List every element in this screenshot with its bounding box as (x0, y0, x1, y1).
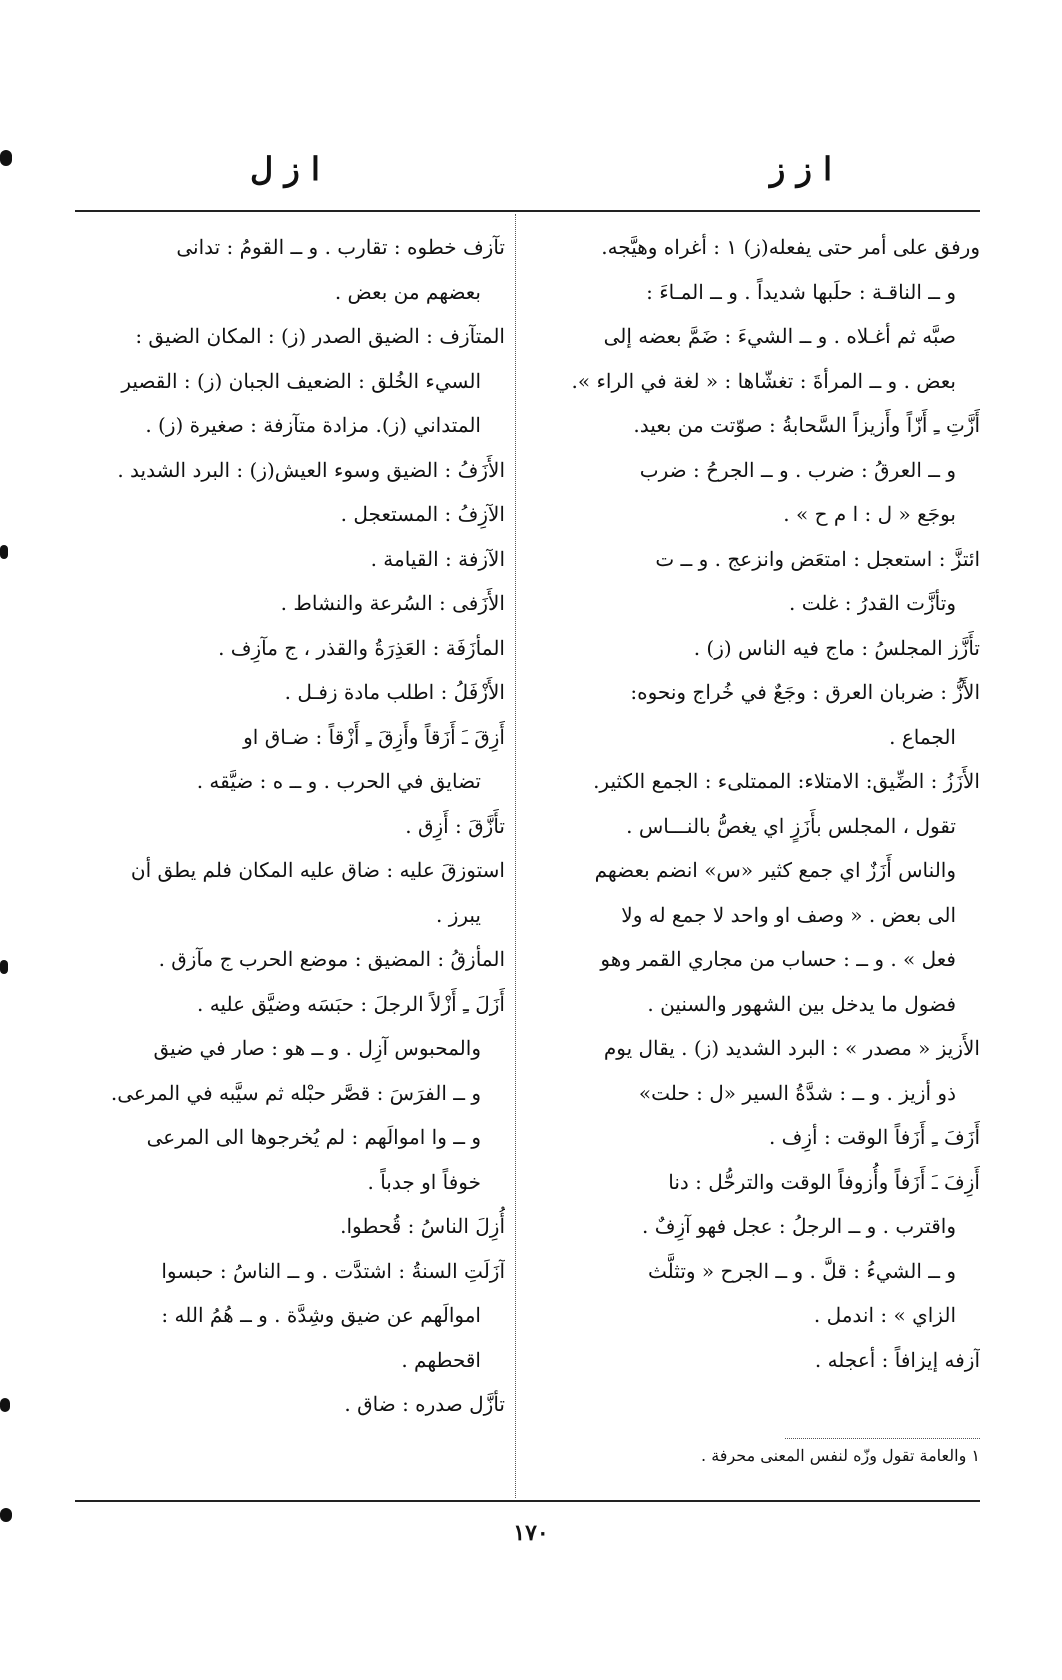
footnote: ١ والعامة تقول وزّه لنفس المعنى محرفة . (701, 1446, 980, 1465)
scan-edge-mark (0, 545, 8, 559)
entry-continuation-line: المتداني (ز). مزادة متآزفة : صغيرة (ز) . (145, 413, 481, 437)
entry-headword-line: أُزِلَ الناسُ : قُحطوا. (340, 1214, 505, 1238)
entry-headword-line: أَزَفَ ـِ أَزَفاً الوقت : أزِف . (768, 1125, 980, 1149)
entry-continuation-line: اموالَهم عن ضيق وشِدَّة . و ــ هُمُ الله : (161, 1303, 481, 1327)
entry-headword-line: تأزَّل صدره : ضاق . (344, 1392, 505, 1416)
footnote-rule (785, 1438, 980, 1439)
header-root-left: ا ز ل (250, 150, 320, 188)
entry-continuation-line: واقترب . و ــ الرجلُ : عجل فهو آزِفٌ . (642, 1214, 956, 1238)
entry-continuation-line: والناس أَزَزٌ اي جمع كثير «س» انضم بعضهم (594, 858, 956, 882)
right-column (530, 225, 980, 1382)
entry-continuation-line: و ــ العرقُ : ضرب . و ــ الجرحُ : ضرب (639, 457, 956, 482)
entry-continuation-line: بعض . و ــ المرأةَ : تغشّاها : « لغة في الراء ». (571, 368, 956, 393)
scan-edge-mark (0, 960, 8, 974)
entry-continuation-line: فضول ما يدخل بين الشهور والسنين . (647, 991, 956, 1016)
entry-continuation-line: تقول ، المجلس بأَزَزٍ اي يغصُّ بالنـــاس . (626, 813, 956, 838)
entry-headword-line: أَزِفَ ـَ أَزَفاً وأُزوفاً الوقت والترحُّل : دنا (668, 1169, 980, 1194)
entry-headword-line: آزَلَتِ السنةُ : اشتدَّت . و ــ الناسُ : حبسوا (161, 1258, 505, 1283)
entry-continuation-line: والمحبوس آزِل . و ــ هو : صار في ضيق (153, 1036, 481, 1060)
entry-continuation-line: يبرز . (435, 902, 481, 927)
page-number: ١٧٠ (513, 1520, 549, 1546)
header-rule (75, 210, 980, 212)
entry-continuation-line: و ــ وا اموالَهم : لم يُخرجوها الى المرعى (146, 1125, 481, 1149)
entry-headword-line: الأَزْفَلُ : اطلب مادة زفـل . (284, 680, 505, 704)
entry-continuation-line: ذو أزيز . و ــ : شدَّةُ السير «ل : حلت» (638, 1080, 956, 1105)
scan-edge-mark (0, 1508, 12, 1522)
entry-headword-line: الأَزُّ : ضربان العرق : وجَعٌ في خُراج ونحوه: (630, 680, 980, 704)
entry-headword-line: ائتزَّ : استعجل : امتعَض وانزعج . و ــ ت (655, 546, 980, 571)
entry-continuation-line: تضايق في الحرب . و ــ ه : ضيَّقه . (196, 769, 481, 793)
footer-rule (75, 1500, 980, 1502)
header-root-right: ا ز ز (769, 150, 832, 188)
entry-headword-line: تأَزَّز المجلسُ : ماج فيه الناس (ز) . (693, 635, 980, 660)
entry-headword-line: الآزِفُ : المستعجل . (340, 502, 505, 526)
scan-edge-mark (0, 1398, 10, 1412)
entry-headword-line: ورفق على أمر حتى يفعله(ز) ١ : أغراه وهيَّجه. (601, 235, 980, 259)
entry-headword-line: تأَزَّقَ : أَزِق . (405, 813, 505, 838)
entry-continuation-line: فعل » . و ــ : حساب من مجاري القمر وهو (600, 947, 956, 971)
entry-continuation-line: و ــ الفرَسَ : قصَّر حبْله ثم سيَّبه في المرعى. (110, 1080, 481, 1105)
entry-continuation-line: و ــ الناقـة : حلَبها شديداً . و ــ المـاءَ : (646, 279, 956, 304)
entry-continuation-line: وتأزَّت القدرُ : غلت . (789, 591, 956, 615)
entry-headword-line: المأزقُ : المضيق : موضع الحرب ج مآزق . (158, 947, 505, 971)
entry-headword-line: أَزَلَ ـِ أَزْلاً الرجلَ : حبَسَه وضيَّق عليه . (196, 991, 505, 1016)
entry-continuation-line: اقحطهم . (401, 1347, 481, 1372)
entry-headword-line: المأزَفَة : العَذِرَةُ والقذر ، ج مآزِف . (218, 635, 505, 660)
page-header (75, 150, 972, 200)
entry-headword-line: آزفه إيزافاً : أعجله . (814, 1347, 980, 1372)
entry-headword-line: استوزقَ عليه : ضاق عليه المكان فلم يطق أن (130, 858, 505, 882)
entry-headword-line: الأَزَفُ : الضيق وسوء العيش(ز) : البرد الشديد . (117, 457, 505, 482)
entry-continuation-line: السيء الخُلق : الضعيف الجبان (ز) : القصير (121, 368, 481, 393)
entry-continuation-line: بوجَع « ل : ا م ح » . (783, 502, 956, 526)
left-column (75, 225, 505, 1427)
entry-headword-line: الأَزَزُ : الضِّيق: الامتلاء: الممتلىء : الجمع الكثير. (593, 769, 980, 793)
entry-headword-line: تآزف خطوه : تقارب . و ــ القومُ : تدانى (176, 235, 505, 259)
entry-headword-line: أَزِقَ ـَ أَزَقاً وأَزِقَ ـِ أَزْقاً : ضـاق او (243, 724, 505, 749)
column-divider (515, 214, 516, 1498)
entry-headword-line: الآزفة : القيامة . (370, 546, 505, 571)
entry-continuation-line: الجماع . (889, 724, 956, 749)
scan-edge-mark (0, 150, 12, 166)
entry-continuation-line: خوفاً او جدباً . (367, 1169, 481, 1194)
entry-headword-line: المتآزف : الضيق الصدر (ز) : المكان الضيق : (135, 324, 505, 348)
entry-continuation-line: و ــ الشيءُ : قلَّ . و ــ الجرح « وتثلَّث (648, 1258, 956, 1283)
entry-continuation-line: الزاي » : اندمل . (813, 1303, 956, 1327)
entry-continuation-line: الى بعض . « وصف او واحد لا جمع له ولا (621, 902, 956, 927)
entry-continuation-line: صبَّه ثم أغـلاه . و ــ الشيءَ : ضَمَّ بعضه إلى (603, 324, 956, 348)
entry-headword-line: الأَزيز « مصدر » : البرد الشديد (ز) . يقال يوم (603, 1036, 980, 1060)
entry-headword-line: الأَزَفى : السُرعة والنشاط . (280, 591, 505, 615)
entry-continuation-line: بعضهم من بعض . (334, 279, 481, 304)
entry-headword-line: أَزَّتِ ـِ أَزّاً وأَزيزاً السَّحابةُ : صوّتت من بعيد. (633, 413, 980, 437)
